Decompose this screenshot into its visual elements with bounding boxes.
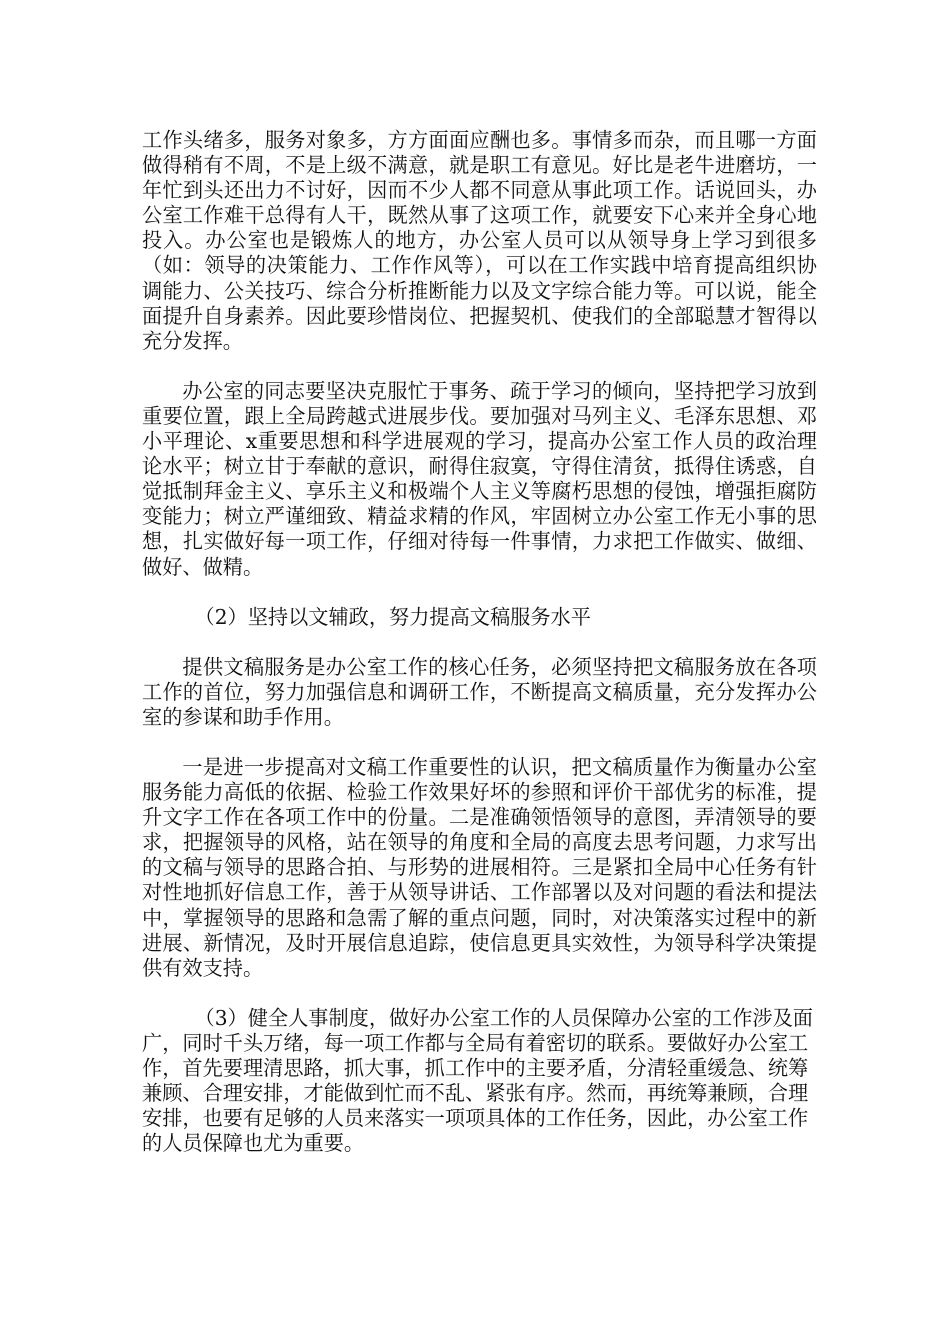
paragraph-3: 提供文稿服务是办公室工作的核心任务，必须坚持把文稿服务放在各项工作的首位，努力加强信息和调研工作，不断提高文稿质量，充分发挥办公室的参谋和助手作用。 xyxy=(142,654,817,729)
paragraph-1: 工作头绪多，服务对象多，方方面面应酬也多。事情多而杂，而且哪一方面做得稍有不周，不是上级不满意，就是职工有意见。好比是老牛进磨坊，一年忙到头还出力不讨好，因而不少人都不同意从事此项工作。话说回头，办公室工作难干总得有人干，既然从事了这项工作，就要安下心来并全身心地投入。办公室也是锻炼人的地方，办公室人员可以从领导身上学习到很多（如：领导的决策能力、工作作风等），可以在工作实践中培育提高组织协调能力、公关技巧、综合分析推断能力以及文字综合能力等。可以说，能全面提升自身素养。因此要珍惜岗位、把握契机、使我们的全部聪慧才智得以充分发挥。 xyxy=(142,128,817,353)
document-body xyxy=(142,128,817,1181)
paragraph-4: 一是进一步提高对文稿工作重要性的认识，把文稿质量作为衡量办公室服务能力高低的依据、检验工作效果好坏的参照和评价干部优劣的标准，提升文字工作在各项工作中的份量。二是准确领悟领导的意图，弄清领导的要求，把握领导的风格，站在领导的角度和全局的高度去思考问题，力求写出的文稿与领导的思路合拍、与形势的进展相符。三是紧扣全局中心任务有针对性地抓好信息工作，善于从领导讲话、工作部署以及对问题的看法和提法中，掌握领导的思路和急需了解的重点问题，同时，对决策落实过程中的新进展、新情况，及时开展信息追踪，使信息更具实效性，为领导科学决策提供有效支持。 xyxy=(142,754,817,980)
paragraph-2: 办公室的同志要坚决克服忙于事务、疏于学习的倾向，坚持把学习放到重要位置，跟上全局跨越式进展步伐。要加强对马列主义、毛泽东思想、邓小平理论、x重要思想和科学进展观的学习，提高办公室工作人员的政治理论水平；树立甘于奉献的意识，耐得住寂寞，守得住清贫，抵得住诱惑，自觉抵制拜金主义、享乐主义和极端个人主义等腐朽思想的侵蚀，增强拒腐防变能力；树立严谨细致、精益求精的作风，牢固树立办公室工作无小事的思想，扎实做好每一项工作，仔细对待每一件事情，力求把工作做实、做细、做好、做精。 xyxy=(142,378,817,579)
section-heading-2: （2）坚持以文辅政，努力提高文稿服务水平 xyxy=(194,604,591,629)
section-heading-3-paragraph: （3）健全人事制度，做好办公室工作的人员保障办公室的工作涉及面广，同时千头万绪，每一项工作都与全局有着密切的联系。要做好办公室工作，首先要理清思路，抓大事，抓工作中的主要矛盾，分清轻重缓急、统筹兼顾、合理安排，才能做到忙而不乱、紧张有序。然而，再统筹兼顾，合理安排，也要有足够的人员来落实一项项具体的工作任务，因此，办公室工作的人员保障也尤为重要。 xyxy=(142,1005,813,1156)
